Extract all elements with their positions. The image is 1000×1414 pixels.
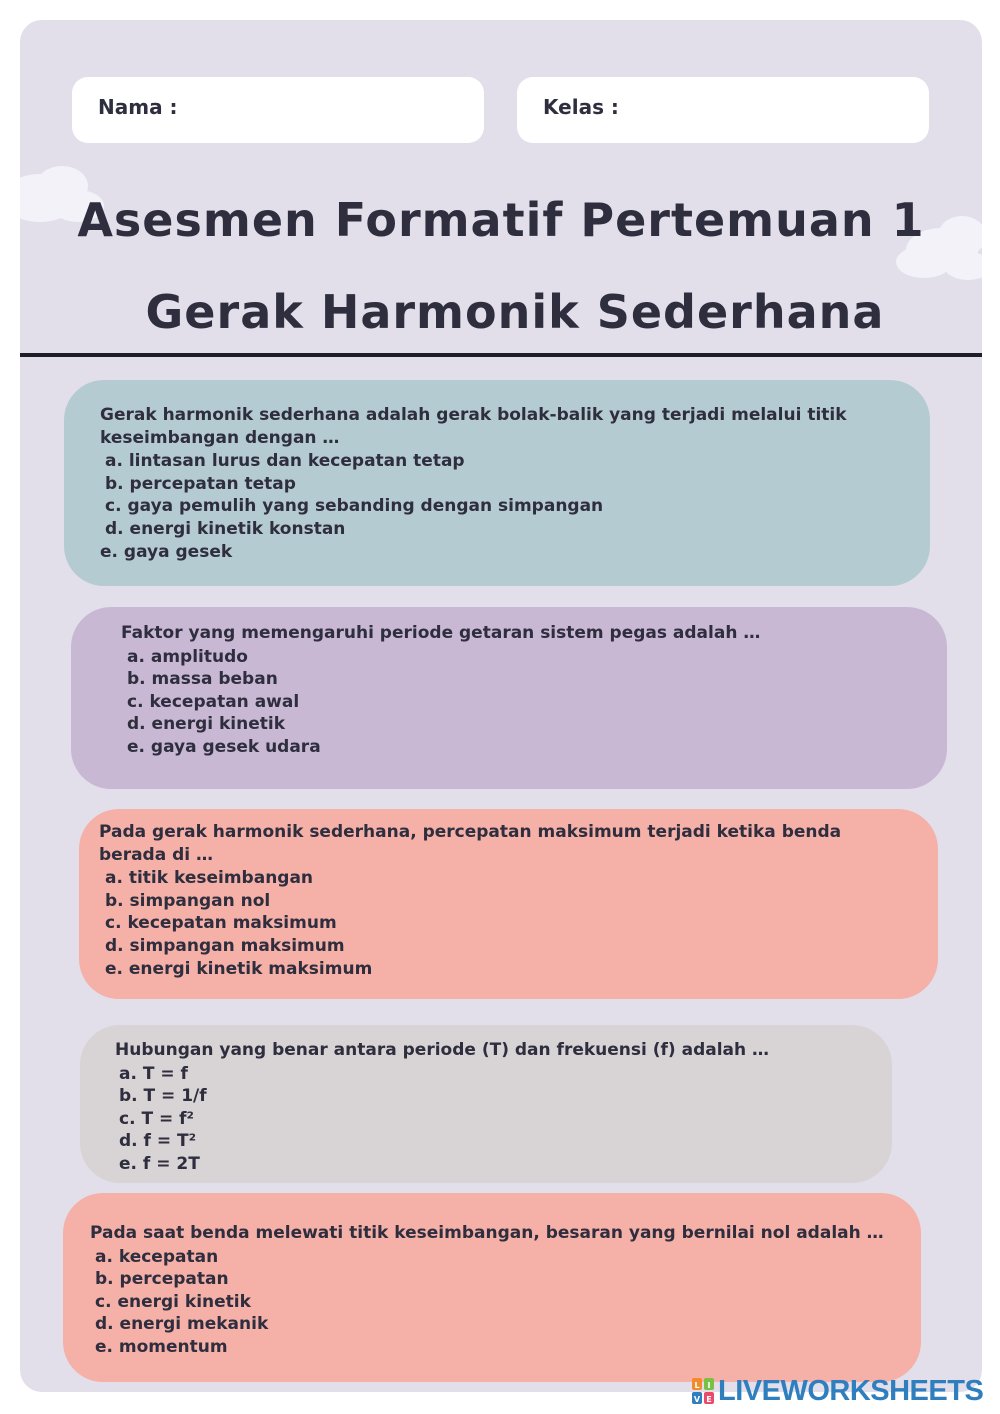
- svg-text:L: L: [694, 1381, 700, 1390]
- question-card-5: [63, 1193, 921, 1382]
- class-input[interactable]: [627, 97, 901, 120]
- question-card-4: [80, 1025, 892, 1183]
- answer-option[interactable]: e. gaya gesek udara: [127, 736, 321, 757]
- question-text: Faktor yang memengaruhi periode getaran sistem pegas adalah …: [121, 623, 761, 643]
- answer-option[interactable]: b. simpangan nol: [105, 890, 271, 911]
- answer-option[interactable]: b. percepatan: [95, 1269, 229, 1290]
- title-line-2: Gerak Harmonik Sederhana: [145, 285, 885, 339]
- question-text: Gerak harmonik sederhana adalah gerak bolak-balik yang terjadi melalui titik keseimbangan dengan …: [100, 405, 847, 448]
- svg-text:V: V: [693, 1395, 701, 1404]
- answer-option[interactable]: d. simpangan maksimum: [105, 935, 345, 956]
- answer-option[interactable]: d. energi kinetik konstan: [105, 518, 346, 539]
- answer-option[interactable]: d. f = T²: [119, 1131, 197, 1152]
- question-text: Hubungan yang benar antara periode (T) dan frekuensi (f) adalah …: [115, 1040, 770, 1060]
- svg-text:E: E: [706, 1395, 712, 1404]
- answer-option[interactable]: c. kecepatan maksimum: [105, 913, 337, 934]
- answer-option[interactable]: c. T = f²: [119, 1108, 194, 1129]
- answer-option[interactable]: c. kecepatan awal: [127, 691, 300, 712]
- answer-option[interactable]: d. energi kinetik: [127, 714, 286, 735]
- answer-option[interactable]: d. energi mekanik: [95, 1314, 269, 1335]
- liveworksheets-logo-icon: [692, 1378, 714, 1404]
- title-line-1: Asesmen Formatif Pertemuan 1: [77, 193, 925, 247]
- question-card-2: [71, 607, 947, 789]
- name-label: Nama :: [98, 95, 178, 119]
- question-card-1: [64, 380, 930, 586]
- worksheet-page: [20, 20, 982, 1392]
- answer-option[interactable]: b. percepatan tetap: [105, 473, 296, 494]
- question-text: Pada gerak harmonik sederhana, percepatan maksimum terjadi ketika benda berada di …: [99, 822, 842, 865]
- title-divider: [20, 353, 982, 357]
- answer-option[interactable]: a. kecepatan: [95, 1246, 219, 1267]
- answer-option[interactable]: c. energi kinetik: [95, 1291, 251, 1312]
- answer-option[interactable]: e. gaya gesek: [100, 541, 233, 562]
- liveworksheets-brand[interactable]: [692, 1376, 992, 1406]
- question-card-3: [79, 809, 938, 999]
- class-label: Kelas :: [543, 95, 619, 119]
- svg-text:I: I: [707, 1381, 711, 1390]
- answer-option[interactable]: e. f = 2T: [119, 1153, 200, 1174]
- answer-option[interactable]: b. massa beban: [127, 669, 278, 690]
- answer-option[interactable]: c. gaya pemulih yang sebanding dengan simpangan: [105, 496, 604, 517]
- answer-option[interactable]: a. amplitudo: [127, 646, 248, 667]
- brand-name: LIVEWORKSHEETS: [718, 1374, 984, 1407]
- class-field[interactable]: [517, 77, 929, 143]
- name-field[interactable]: [72, 77, 484, 143]
- answer-option[interactable]: b. T = 1/f: [119, 1086, 207, 1107]
- answer-option[interactable]: e. momentum: [95, 1336, 228, 1357]
- question-text: Pada saat benda melewati titik keseimbangan, besaran yang bernilai nol adalah …: [90, 1223, 884, 1243]
- answer-option[interactable]: a. T = f: [119, 1063, 188, 1084]
- name-input[interactable]: [106, 121, 380, 144]
- answer-option[interactable]: e. energi kinetik maksimum: [105, 958, 373, 979]
- answer-option[interactable]: a. titik keseimbangan: [105, 868, 314, 889]
- answer-option[interactable]: a. lintasan lurus dan kecepatan tetap: [105, 451, 465, 472]
